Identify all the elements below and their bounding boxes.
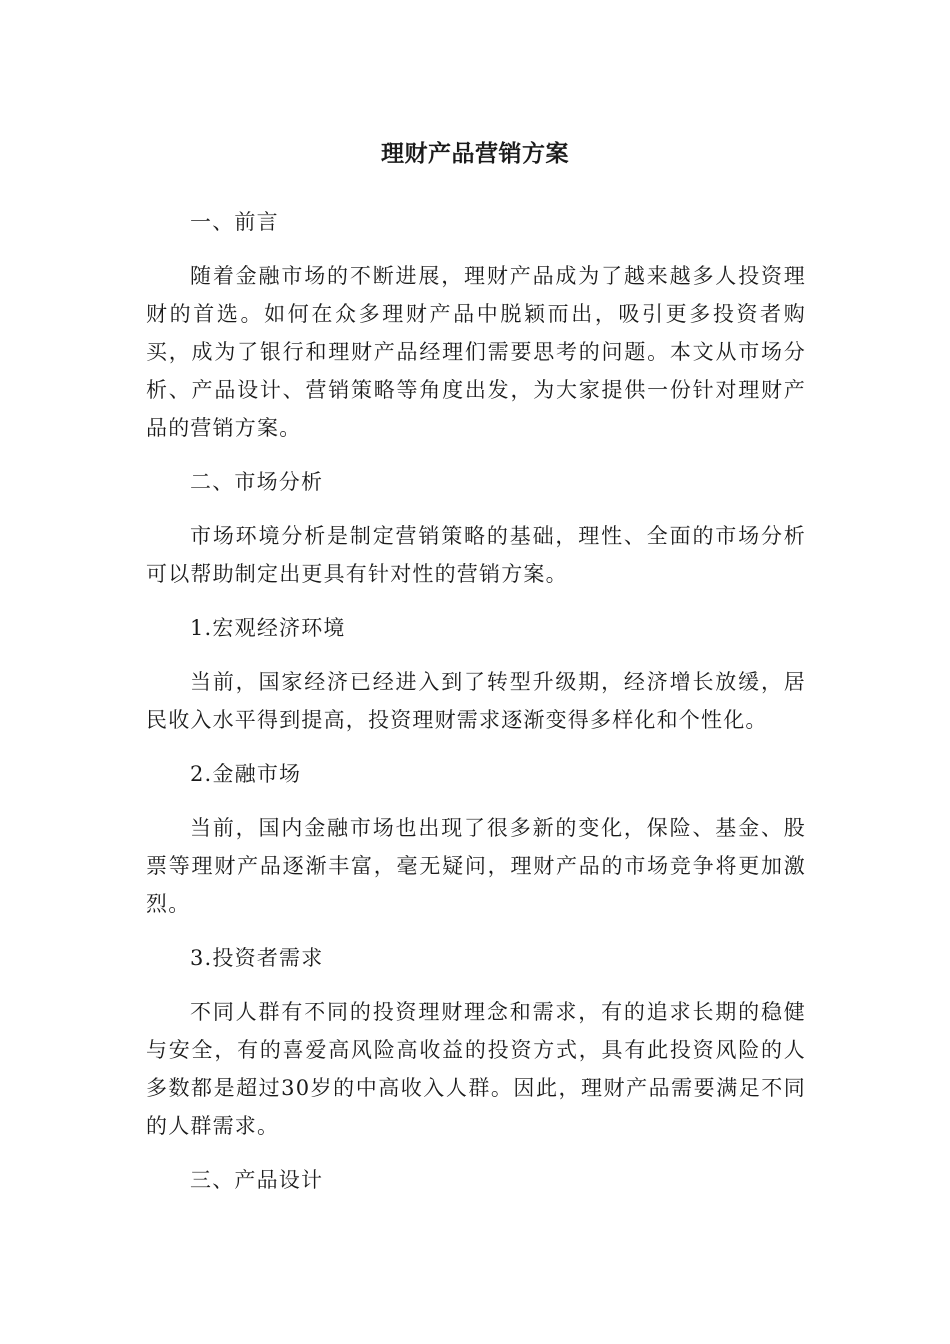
document-body — [146, 203, 806, 1215]
paragraph-investor-demand: 不同人群有不同的投资理财理念和需求，有的追求长期的稳健与安全，有的喜爱高风险高收益的投资方式，具有此投资风险的人多数都是超过30岁的中高收入人群。因此，理财产品需要满足不同的人群需求。 — [146, 1000, 806, 1138]
section-heading-product-design: 三、产品设计 — [190, 1168, 324, 1192]
section-heading-preface: 一、前言 — [190, 210, 279, 234]
section-heading-market-analysis: 二、市场分析 — [190, 470, 324, 494]
paragraph-financial-market: 当前，国内金融市场也出现了很多新的变化，保险、基金、股票等理财产品逐渐丰富，毫无疑问，理财产品的市场竞争将更加激烈。 — [146, 816, 806, 916]
paragraph-market-analysis: 市场环境分析是制定营销策略的基础，理性、全面的市场分析可以帮助制定出更具有针对性的营销方案。 — [146, 524, 806, 586]
subheading-macro-economy: 1.宏观经济环境 — [190, 616, 346, 640]
subheading-investor-demand: 3.投资者需求 — [190, 946, 324, 970]
paragraph-macro-economy: 当前，国家经济已经进入到了转型升级期，经济增长放缓，居民收入水平得到提高，投资理财需求逐渐变得多样化和个性化。 — [146, 670, 806, 732]
document-title: 理财产品营销方案 — [381, 141, 569, 167]
paragraph-preface: 随着金融市场的不断进展，理财产品成为了越来越多人投资理财的首选。如何在众多理财产品中脱颖而出，吸引更多投资者购买，成为了银行和理财产品经理们需要思考的问题。本文从市场分析、产品设计、营销策略等角度出发，为大家提供一份针对理财产品的营销方案。 — [146, 264, 806, 440]
subheading-financial-market: 2.金融市场 — [190, 762, 302, 786]
